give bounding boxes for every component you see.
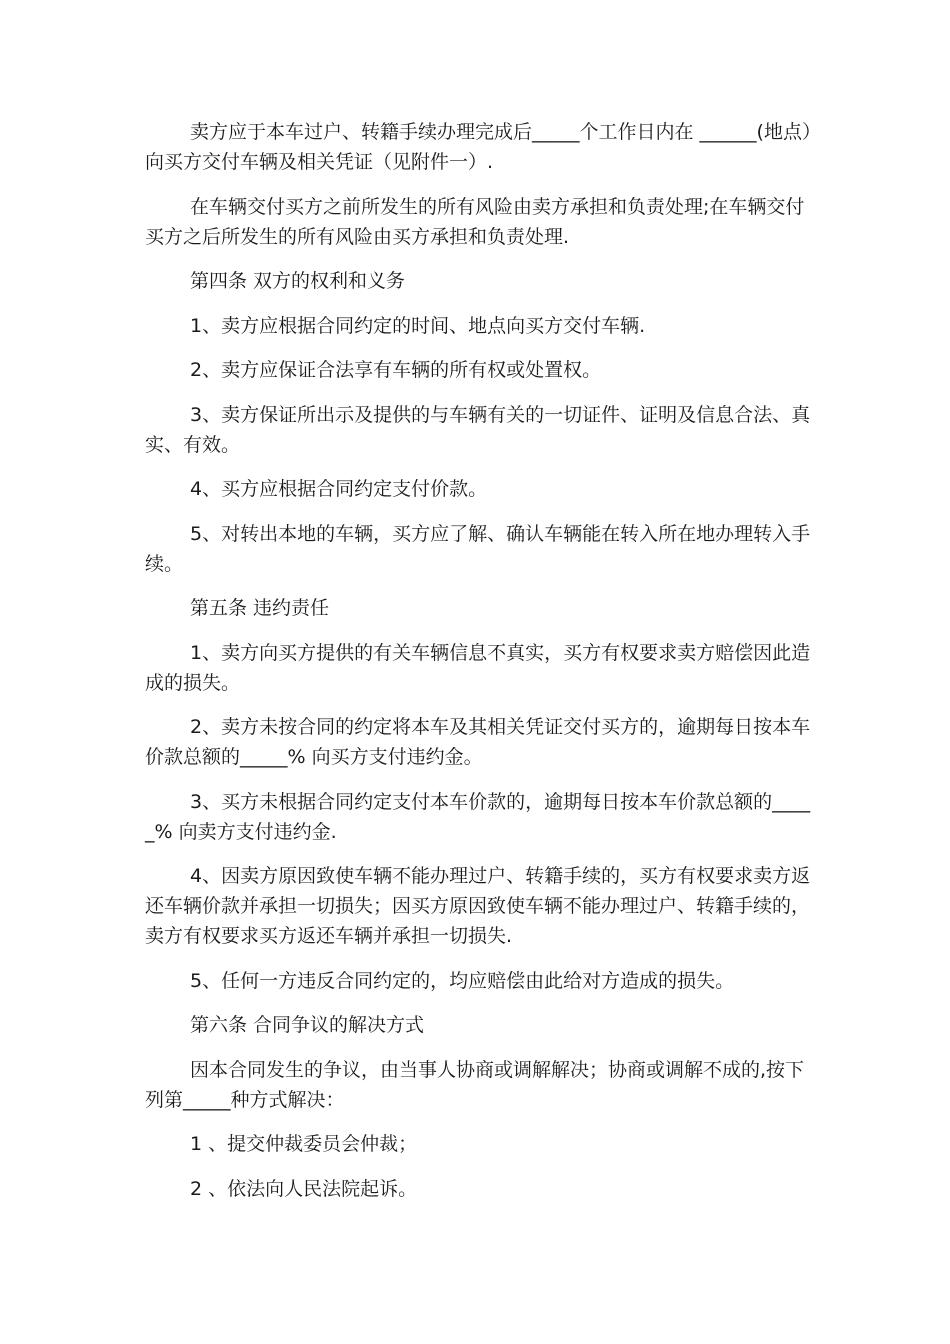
paragraph-article-4-item-2: 2、卖方应保证合法享有车辆的所有权或处置权。 [190,359,602,381]
paragraph-article-4-item-4: 4、买方应根据合同约定支付价款。 [190,478,488,500]
paragraph-risk-transfer: 在车辆交付买方之前所发生的所有风险由卖方承担和负责处理;在车辆交付买方之后所发生的所有风险由买方承担和负责处理. [145,195,805,248]
paragraph-article-5-item-4: 4、因卖方原因致使车辆不能办理过户、转籍手续的，买方有权要求卖方返还车辆价款并承担一切损失；因买方原因致使车辆不能办理过户、转籍手续的，卖方有权要求买方返还车辆并承担一切损失. [145,865,811,947]
paragraph-article-5-item-3: 3、买方未根据合同约定支付本车价款的，逾期每日按本车价款总额的_____% 向卖方支付违约金. [145,790,811,843]
paragraph-article-4-item-3: 3、卖方保证所出示及提供的与车辆有关的一切证件、证明及信息合法、真实、有效。 [145,403,811,456]
paragraph-article-6-intro: 因本合同发生的争议，由当事人协商或调解解决；协商或调解不成的,按下列第_____种方式解决： [145,1058,805,1111]
heading-article-4: 第四条 双方的权利和义务 [190,270,406,292]
paragraph-article-6-option-2: 2 、依法向人民法院起诉。 [190,1177,418,1200]
paragraph-article-4-item-5: 5、对转出本地的车辆，买方应了解、确认车辆能在转入所在地办理转入手续。 [145,522,811,575]
paragraph-article-6-option-1: 1 、提交仲裁委员会仲裁； [190,1133,418,1155]
contract-body [145,117,817,1218]
paragraph-article-5-item-2: 2、卖方未按合同的约定将本车及其相关凭证交付买方的，逾期每日按本车价款总额的_____% 向买方支付违约金。 [145,716,811,768]
heading-article-5: 第五条 违约责任 [190,597,330,619]
paragraph-article-4-item-1: 1、卖方应根据合同约定的时间、地点向买方交付车辆. [190,314,646,337]
paragraph-article-5-item-1: 1、卖方向买方提供的有关车辆信息不真实，买方有权要求卖方赔偿因此造成的损失。 [145,641,811,694]
paragraph-article-5-item-5: 5、任何一方违反合同约定的，均应赔偿由此给对方造成的损失。 [190,969,735,992]
heading-article-6: 第六条 合同争议的解决方式 [190,1014,425,1036]
paragraph-delivery-terms: 卖方应于本车过户、转籍手续办理完成后_____个工作日内在 ______(地点）向买方交付车辆及相关凭证（见附件一）. [145,121,812,173]
